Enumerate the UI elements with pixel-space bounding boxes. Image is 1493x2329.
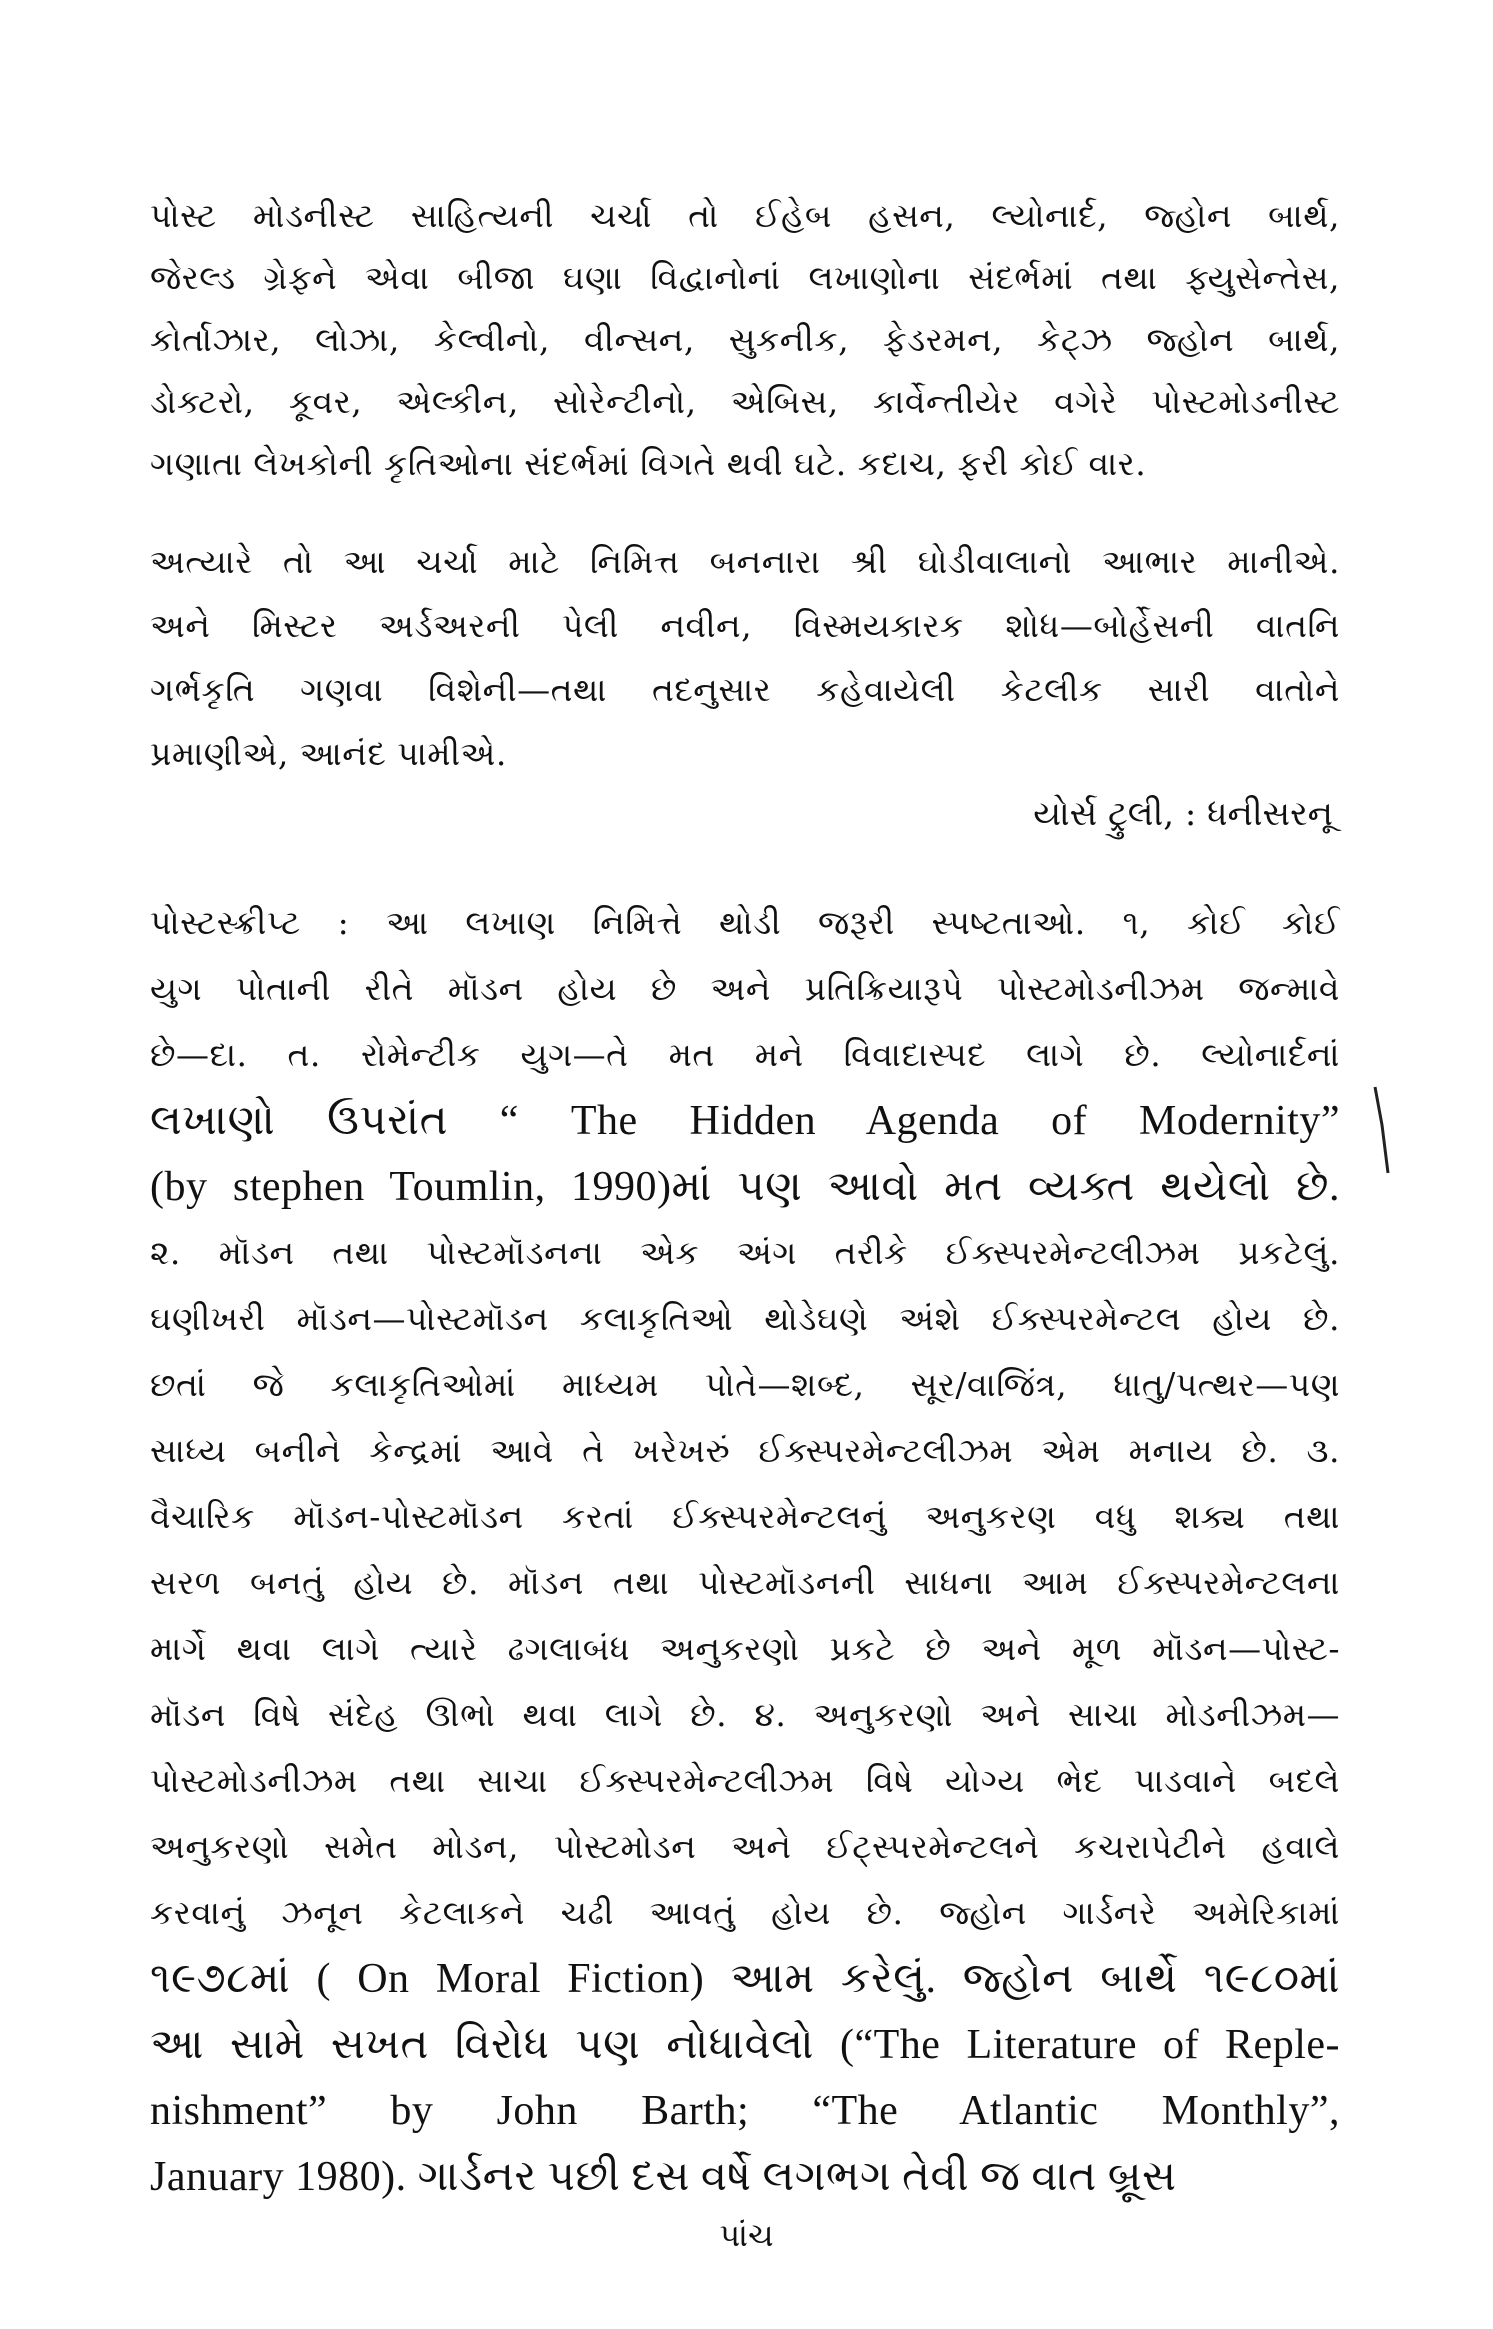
text-line: (by stephen Toumlin, 1990)માં પણ આવો મત વ્યક્ત થયેલો છે. <box>150 1164 1340 1210</box>
text-line: ગર્ભકૃતિ ગણવા વિશેની—તથા તદનુસાર કહેવાયેલી કેટલીક સારી વાતોને <box>150 670 1340 709</box>
text-line: લખાણો ઉપરાંત “ The Hidden Agenda of Modernity” <box>150 1098 1340 1144</box>
paragraph-1 <box>150 185 1340 495</box>
page-number: પાંચ <box>719 2216 774 2254</box>
text-line: પોસ્ટ મોડનીસ્ટ સાહિત્યની ચર્ચા તો ઈહેબ હસન, લ્યોનાર્દ, જ્હોન બાર્થ, <box>150 196 1340 235</box>
text-line: યુગ પોતાની રીતે મૉડન હોય છે અને પ્રતિક્રિયારૂપે પોસ્ટમોડનીઝમ જન્માવે <box>150 969 1340 1008</box>
text-line: મૉડન વિષે સંદેહ ઊભો થવા લાગે છે. ૪. અનુકરણો અને સાચા મોડનીઝમ— <box>150 1695 1340 1734</box>
text-line: ૨. મૉડન તથા પોસ્ટમૉડનના એક અંગ તરીકે ઈક્સ્પરમેન્ટલીઝમ પ્રકટેલું. <box>150 1233 1340 1272</box>
text-line: છે—દા. ત. રોમેન્ટીક યુગ—તે મત મને વિવાદાસ્પદ લાગે છે. લ્યોનાર્દનાં <box>150 1035 1340 1074</box>
text-line: વૈચારિક મૉડન-પોસ્ટમૉડન કરતાં ઈક્સ્પરમેન્ટલનું અનુકરણ વધુ શક્ય તથા <box>150 1497 1340 1536</box>
text-line: પ્રમાણીએ, આનંદ પામીએ. <box>150 734 507 773</box>
text-line: અને મિસ્ટર અર્ડઅરની પેલી નવીન, વિસ્મયકારક શોધ—બોર્હેસની વાતનિ <box>150 606 1340 645</box>
paragraph-2 <box>150 530 1340 786</box>
text-line: છતાં જે કલાકૃતિઓમાં માધ્યમ પોતે—શબ્દ, સૂર/વાજિંત્ર, ધાતુ/પત્થર—પણ <box>150 1365 1340 1404</box>
paragraph-postscript <box>150 890 1340 2210</box>
text-line: કરવાનું ઝનૂન કેટલાકને ચઢી આવતું હોય છે. જ્હોન ગાર્ડનરે અમેરિકામાં <box>150 1893 1340 1932</box>
text-line: માર્ગે થવા લાગે ત્યારે ઢગલાબંધ અનુકરણો પ્રકટે છે અને મૂળ મૉડન—પોસ્ટ- <box>150 1629 1340 1668</box>
text-line: સરળ બનતું હોય છે. મૉડન તથા પોસ્ટમૉડનની સાધના આમ ઈક્સ્પરમેન્ટલના <box>150 1563 1340 1602</box>
text-line: ૧૯૭૮માં ( On Moral Fiction) આમ કરેલું. જ્હોન બાર્થે ૧૯૮૦માં <box>150 1956 1340 2002</box>
text-line: ગણાતા લેખકોની કૃતિઓના સંદર્ભમાં વિગતે થવી ઘટે. કદાચ, ફરી કોઈ વાર. <box>150 444 1147 483</box>
text-line: nishment” by John Barth; “The Atlantic Monthly”, <box>150 2088 1340 2134</box>
text-line: પોસ્ટમોડનીઝમ તથા સાચા ઈક્સ્પરમેન્ટલીઝમ વિષે યોગ્ય ભેદ પાડવાને બદલે <box>150 1761 1340 1800</box>
text-line: January 1980). ગાર્ડનર પછી દસ વર્ષે લગભગ તેવી જ વાત બ્રૂસ <box>150 2154 1177 2200</box>
text-line: ડોક્ટરો, કૂવર, એલ્કીન, સોરેન્ટીનો, એબિસ, કાર્વેન્તીયેર વગેરે પોસ્ટમોડનીસ્ટ <box>150 382 1340 421</box>
signature: યોર્સ ટ્રુલી, : ધનીસરનૂ <box>1033 794 1333 834</box>
text-line: પોસ્ટસ્ક્રીપ્ટ : આ લખાણ નિમિત્તે થોડી જરૂરી સ્પષ્ટતાઓ. ૧, કોઈ કોઈ <box>150 903 1340 942</box>
text-line: સાધ્ય બનીને કેન્દ્રમાં આવે તે ખરેખરું ઈક્સ્પરમેન્ટલીઝમ એમ મનાય છે. ૩. <box>150 1431 1340 1470</box>
text-line: અત્યારે તો આ ચર્ચા માટે નિમિત્ત બનનારા શ્રી ઘોડીવાલાનો આભાર માનીએ. <box>150 542 1340 581</box>
text-line: આ સામે સખત વિરોધ પણ નોધાવેલો (“The Literature of Reple- <box>150 2022 1340 2068</box>
text-line: જેરલ્ડ ગ્રેફને એવા બીજા ઘણા વિદ્વાનોનાં લખાણોના સંદર્ભમાં તથા ફ્યુસેન્તેસ, <box>150 258 1340 297</box>
text-line: ઘણીખરી મૉડન—પોસ્ટમૉડન કલાકૃતિઓ થોડેઘણે અંશે ઈક્સ્પરમેન્ટલ હોય છે. <box>150 1299 1340 1338</box>
margin-pen-mark <box>1372 1085 1392 1175</box>
text-line: કોર્તાઝાર, લોઝા, કેલ્વીનો, વીન્સન, સુકનીક, ફેડરમન, કેટ્ઝ જ્હોન બાર્થ, <box>150 320 1340 359</box>
text-line: અનુકરણો સમેત મોડન, પોસ્ટમોડન અને ઈટ્સ્પરમેન્ટલને કચરાપેટીને હવાલે <box>150 1827 1340 1866</box>
